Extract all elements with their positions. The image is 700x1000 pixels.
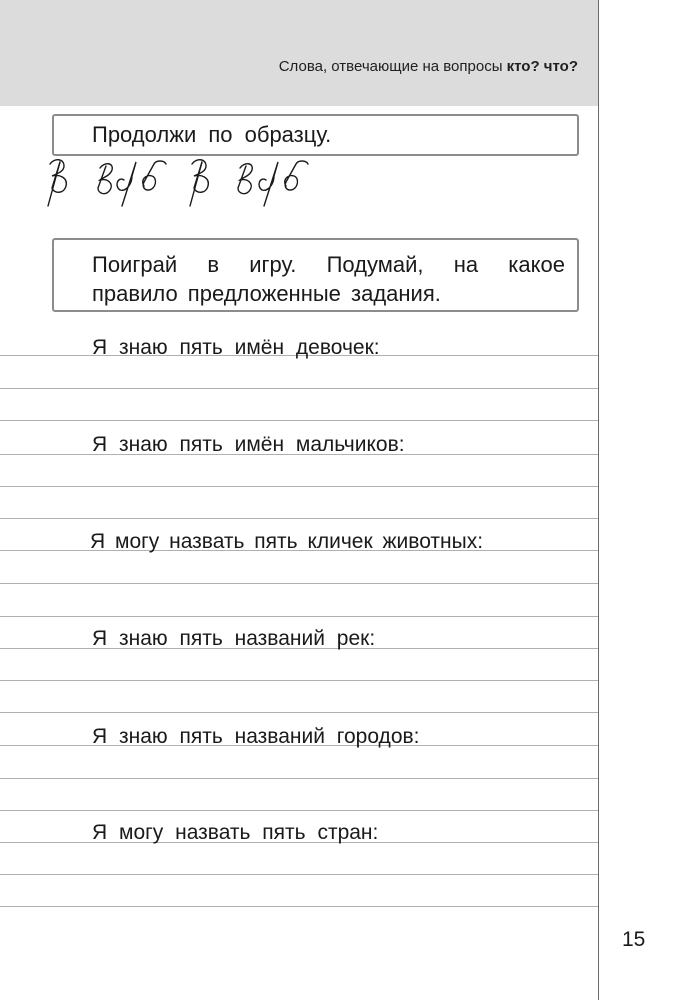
writing-line — [0, 680, 598, 681]
prompt-animal-names: Я могу назвать пять кличек животных: — [90, 530, 484, 553]
writing-line — [0, 616, 598, 617]
task-instruction-line2: правило предложенные задания. — [92, 281, 441, 306]
writing-line — [0, 420, 598, 421]
task-instruction-line1: Поиграй в игру. Подумай, на какое — [92, 252, 565, 277]
writing-line — [0, 583, 598, 584]
cursive-pattern-sample — [40, 150, 340, 212]
writing-line — [0, 810, 598, 811]
task-instruction: Продолжи по образцу. — [92, 122, 332, 147]
header-band — [0, 0, 598, 106]
margin-line — [598, 0, 599, 1000]
prompt-boy-names: Я знаю пять имён мальчиков: — [92, 433, 405, 456]
task-box-game — [52, 238, 579, 312]
writing-line — [0, 518, 598, 519]
page-number: 15 — [622, 928, 646, 951]
writing-line — [0, 712, 598, 713]
page-header-title — [279, 58, 578, 75]
prompt-city-names: Я знаю пять названий городов: — [92, 725, 420, 748]
writing-line — [0, 778, 598, 779]
writing-line — [0, 874, 598, 875]
writing-line — [0, 388, 598, 389]
prompt-country-names: Я могу назвать пять стран: — [92, 821, 379, 844]
prompt-girl-names: Я знаю пять имён девочек: — [92, 336, 380, 359]
header-title-text: Слова, отвечающие на вопросы — [278, 58, 503, 75]
writing-line — [0, 906, 598, 907]
prompt-river-names: Я знаю пять названий рек: — [92, 627, 376, 650]
writing-line — [0, 486, 598, 487]
header-title-bold: кто? что? — [506, 58, 578, 75]
